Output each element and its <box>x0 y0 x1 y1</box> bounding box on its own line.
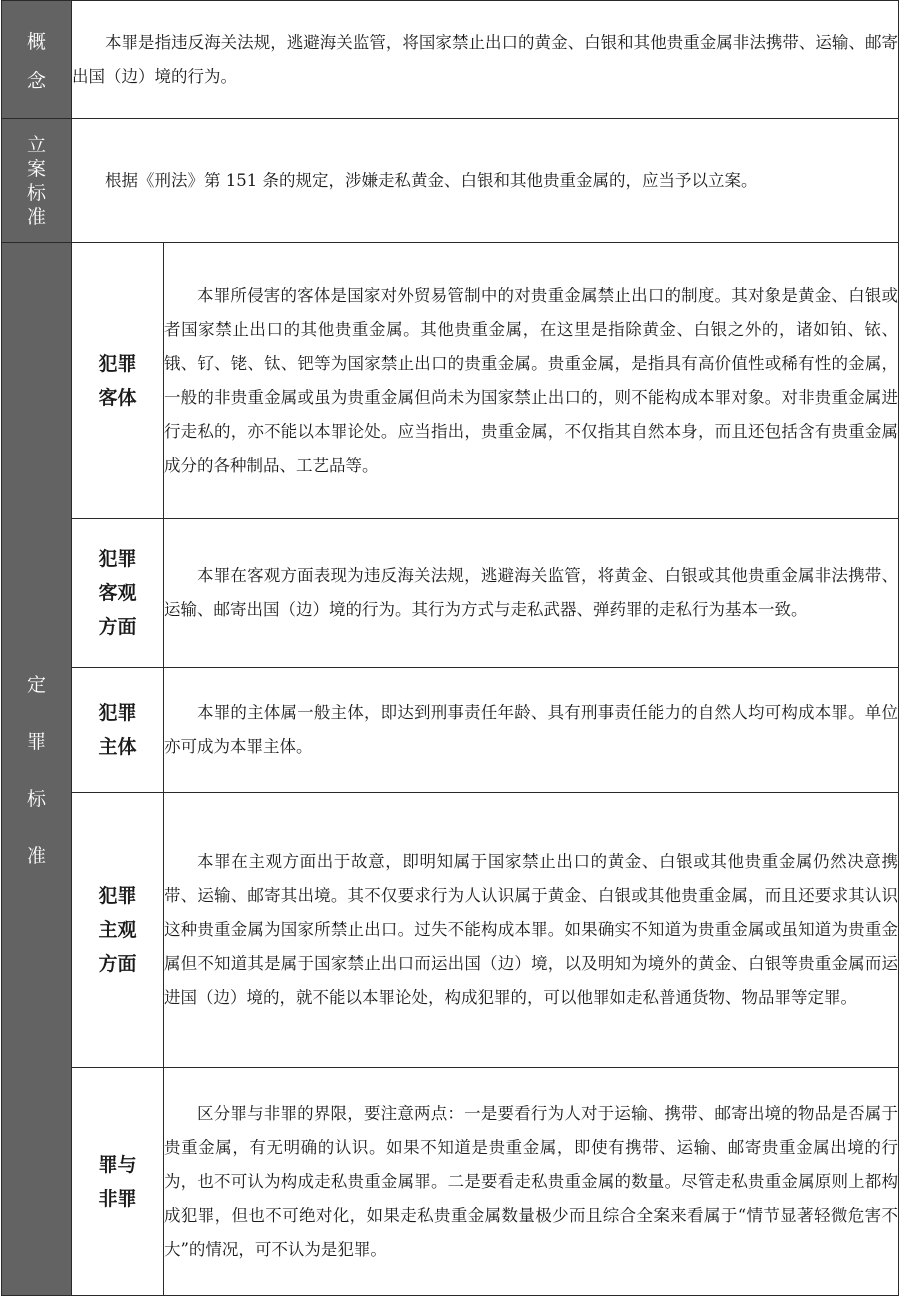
subject-text: 本罪的主体属一般主体，即达到刑事责任年龄、具有刑事责任能力的自然人均可构成本罪。单位亦可成为本罪主体。 <box>164 703 898 756</box>
label-line: 犯罪 <box>98 702 137 724</box>
label-char: 准 <box>26 205 46 228</box>
subjective-row <box>2 793 899 1068</box>
concept-label <box>2 1 72 119</box>
filing-row <box>2 119 899 243</box>
label-char: 概 <box>26 30 46 53</box>
subjective-text: 本罪在主观方面出于故意，即明知属于国家禁止出口的黄金、白银或其他贵重金属仍然决意携带、运输、邮寄其出境。其不仅要求行为人认识属于黄金、白银或其他贵重金属，而且还要求其认识这种贵重金属为国家所禁止出口。过失不能构成本罪。如果确实不知道为贵重金属或虽知道为贵重金属但不知道其是属于国家禁止出口而运出国（边）境，以及明知为境外的黄金、白银等贵重金属而运进国（边）境的，就不能以本罪论处，构成犯罪的，可以他罪如走私普通货物、物品罪等定罪。 <box>164 852 898 1007</box>
concept-content <box>72 1 899 119</box>
label-line: 方面 <box>98 616 137 638</box>
label-char: 案 <box>26 157 46 180</box>
subjective-content <box>164 793 899 1068</box>
crime-noncrime-row <box>2 1068 899 1296</box>
crime-noncrime-text: 区分罪与非罪的界限，要注意两点：一是要看行为人对于运输、携带、邮寄出境的物品是否属于贵重金属，有无明确的认识。如果不知道是贵重金属，即使有携带、运输、邮寄贵重金属出境的行为，也不可认为构成走私贵重金属罪。二是要看走私贵重金属的数量。尽管走私贵重金属原则上都构成犯罪，但也不可绝对化，如果走私贵重金属数量极少而且综合全案来看属于“情节显著轻微危害不大”的情况，可不认为是犯罪。 <box>164 1103 898 1259</box>
filing-label <box>2 119 72 243</box>
label-line: 犯罪 <box>98 548 137 570</box>
label-line: 方面 <box>98 953 137 975</box>
objective-content <box>164 519 899 668</box>
label-line: 客体 <box>98 386 137 409</box>
objective-label <box>72 519 164 668</box>
conviction-label <box>2 243 72 1296</box>
label-line: 犯罪 <box>98 885 137 907</box>
concept-text: 本罪是指违反海关法规，逃避海关监管，将国家禁止出口的黄金、白银和其他贵重金属非法携带、运输、邮寄出国（边）境的行为。 <box>72 32 898 86</box>
crime-definition-table <box>1 0 899 1296</box>
label-line: 非罪 <box>98 1187 137 1210</box>
object-text: 本罪所侵害的客体是国家对外贸易管制中的对贵重金属禁止出口的制度。其对象是黄金、白银或者国家禁止出口的其他贵重金属。其他贵重金属，在这里是指除黄金、白银之外的，诸如铂、铱、锇、钌、铑、钛、钯等为国家禁止出口的贵重金属。贵重金属，是指具有高价值性或稀有性的金属，一般的非贵重金属或虽为贵重金属但尚未为国家禁止出口的，则不能构成本罪对象。对非贵重金属进行走私的，亦不能以本罪论处。应当指出，贵重金属，不仅指其自然本身，而且还包括含有贵重金属成分的各种制品、工艺品等。 <box>164 285 898 475</box>
object-row <box>2 243 899 519</box>
concept-row <box>2 1 899 119</box>
label-char: 定 <box>26 674 46 696</box>
subject-label <box>72 668 164 793</box>
object-label <box>72 243 164 519</box>
label-line: 主观 <box>98 919 137 941</box>
label-char: 念 <box>26 69 46 92</box>
label-char: 罪 <box>26 731 46 753</box>
subject-row <box>2 668 899 793</box>
label-char: 立 <box>26 133 46 156</box>
subjective-label <box>72 793 164 1068</box>
label-char: 准 <box>26 845 46 867</box>
label-line: 客观 <box>98 582 137 604</box>
label-line: 主体 <box>98 736 137 758</box>
label-line: 罪与 <box>98 1153 137 1176</box>
label-char: 标 <box>26 788 46 810</box>
label-char: 标 <box>26 181 46 204</box>
subject-content <box>164 668 899 793</box>
filing-text: 根据《刑法》第 151 条的规定，涉嫌走私黄金、白银和其他贵重金属的，应当予以立案。 <box>105 170 758 190</box>
object-content <box>164 243 899 519</box>
objective-row <box>2 519 899 668</box>
crime-noncrime-content <box>164 1068 899 1296</box>
filing-content <box>72 119 899 243</box>
crime-noncrime-label <box>72 1068 164 1296</box>
label-line: 犯罪 <box>98 352 137 375</box>
objective-text: 本罪在客观方面表现为违反海关法规，逃避海关监管，将黄金、白银或其他贵重金属非法携带、运输、邮寄出国（边）境的行为。其行为方式与走私武器、弹药罪的走私行为基本一致。 <box>164 566 898 619</box>
